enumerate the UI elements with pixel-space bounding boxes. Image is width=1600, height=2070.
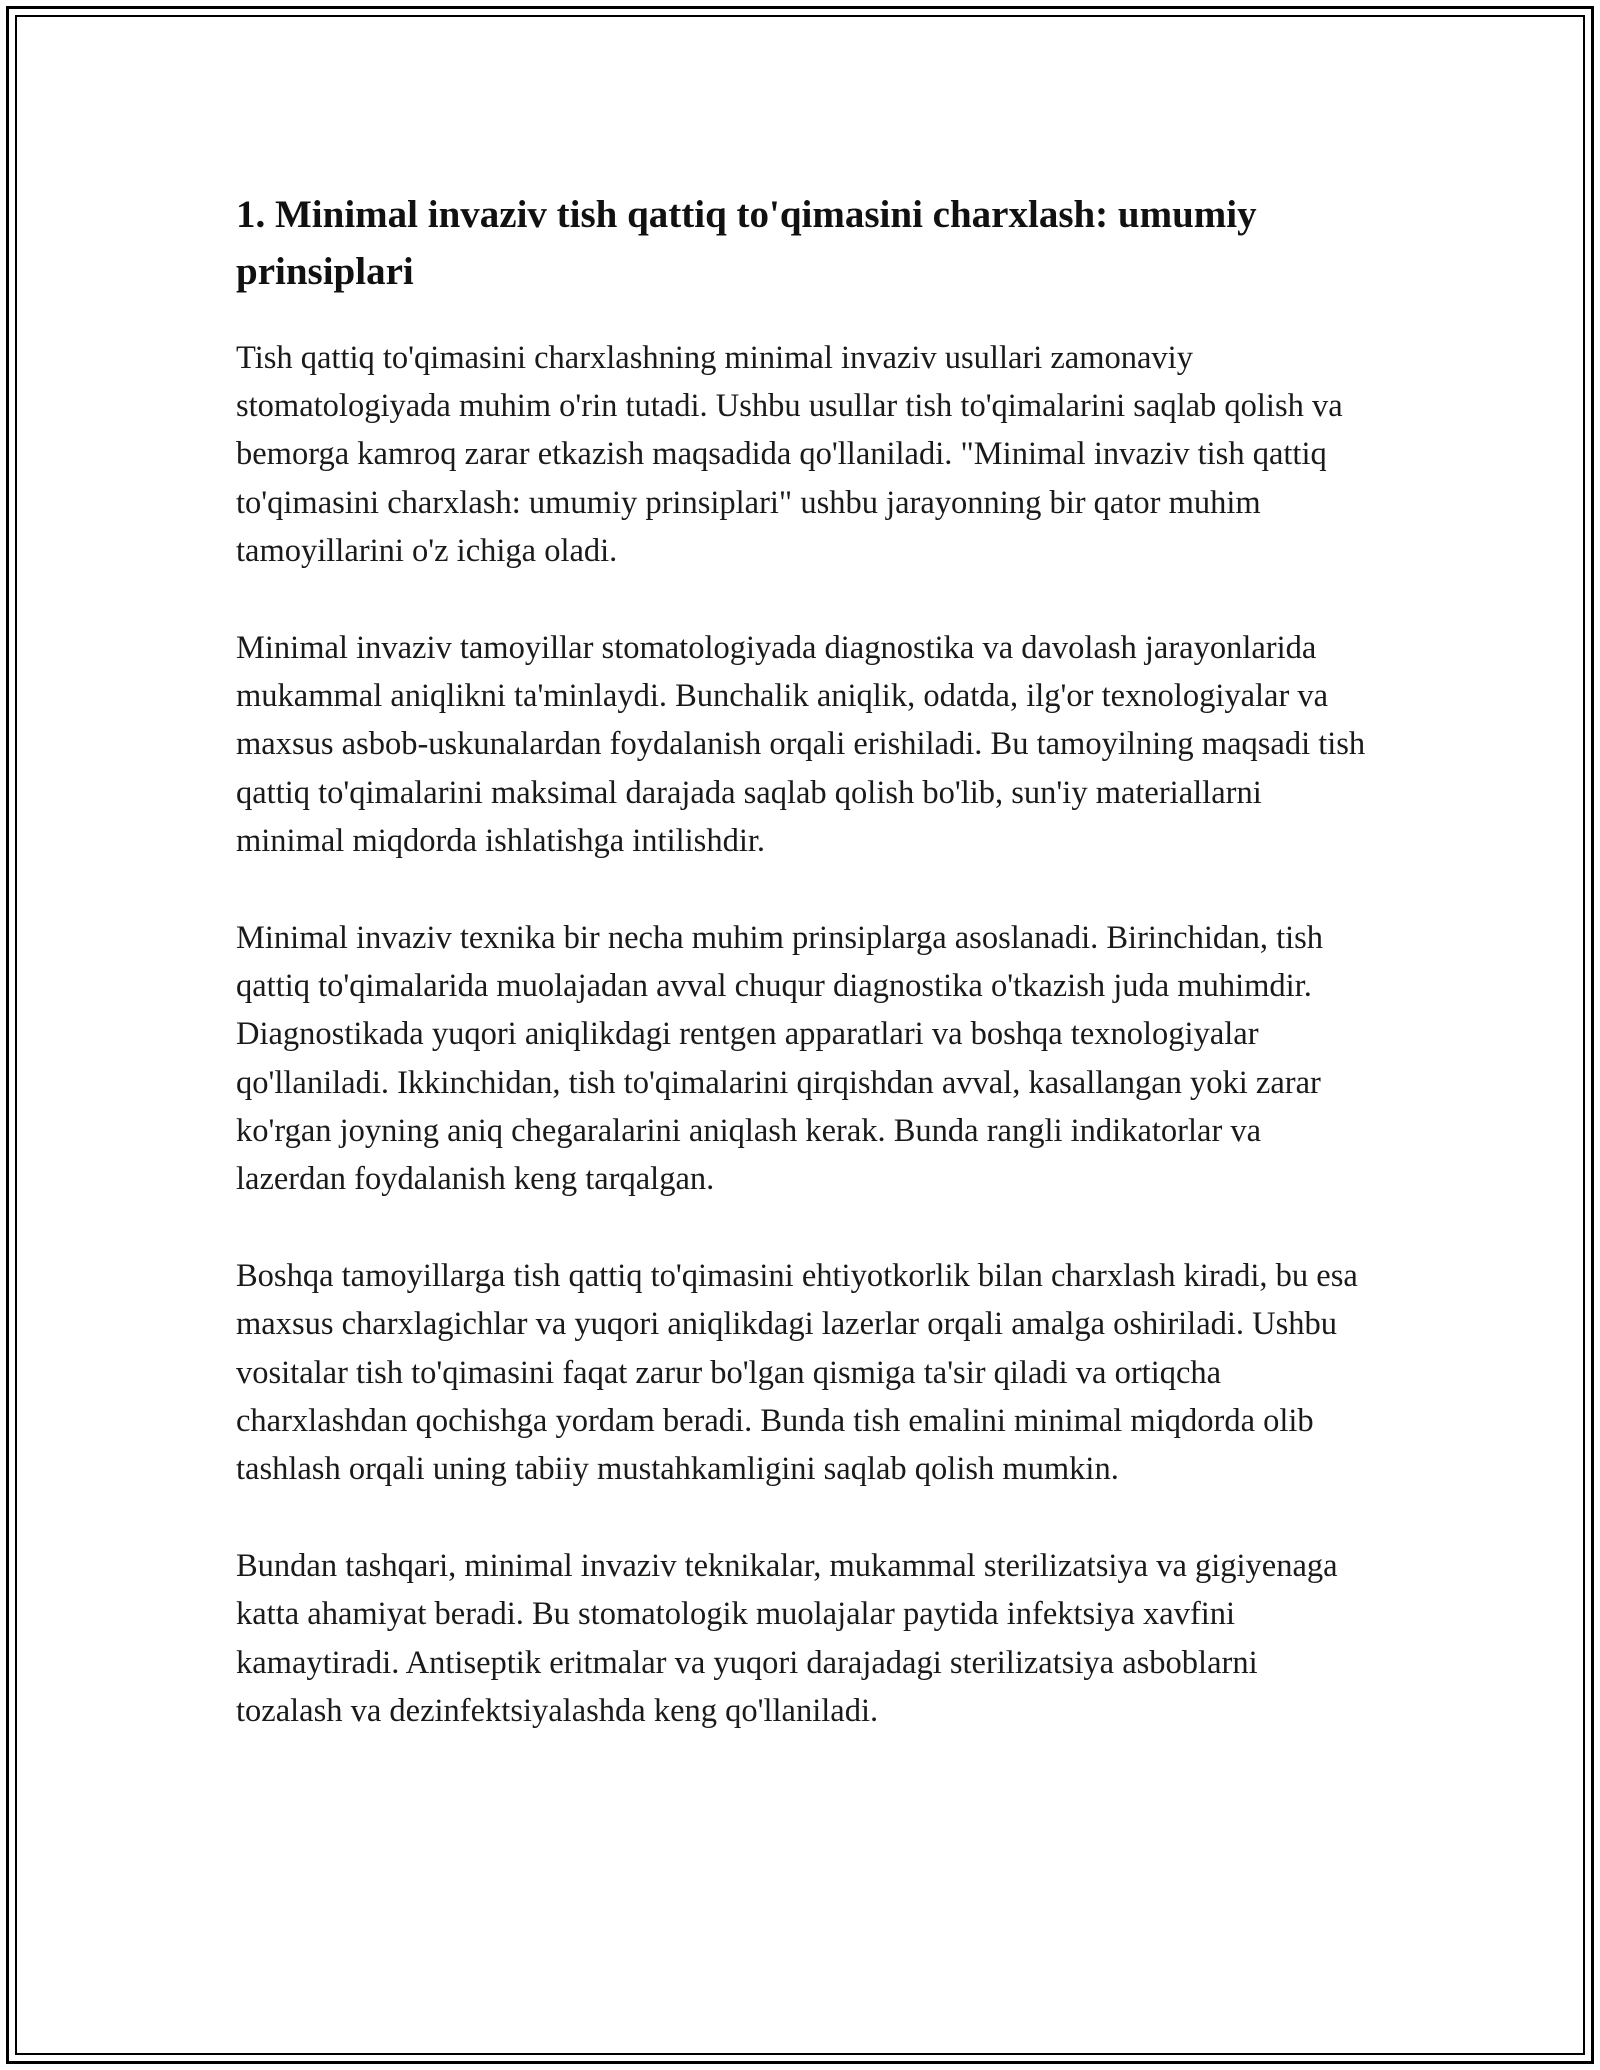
- paragraph-1: Tish qattiq to'qimasini charxlashning minimal invaziv usullari zamonaviy stomatologiyada muhim o'rin tutadi. Ushbu usullar tish to'qimalarini saqlab qolish va bemorga kamroq zarar etkazish maqsadida qo'llaniladi. "Minimal invaziv tish qattiq to'qimasini charxlash: umumiy prinsiplari" ushbu jarayonning bir qator muhim tamoyillarini o'z ichiga oladi.: [236, 340, 1343, 569]
- paragraph-2: Minimal invaziv tamoyillar stomatologiyada diagnostika va davolash jarayonlarida mukammal aniqlikni ta'minlaydi. Bunchalik aniqlik, odatda, ilg'or texnologiyalar va maxsus asbob-uskunalardan foydalanish orqali erishiladi. Bu tamoyilning maqsadi tish qattiq to'qimalarini maksimal darajada saqlab qolish bo'lib, sun'iy materiallarni minimal miqdorda ishlatishga intilishdir.: [236, 630, 1366, 859]
- paragraph-3: Minimal invaziv texnika bir necha muhim prinsiplarga asoslanadi. Birinchidan, tish qattiq to'qimalarida muolajadan avval chuqur diagnostika o'tkazish juda muhimdir. Diagnostikada yuqori aniqlikdagi rentgen apparatlari va boshqa texnologiyalar qo'llaniladi. Ikkinchidan, tish to'qimalarini qirqishdan avval, kasallangan yoki zarar ko'rgan joyning aniq chegaralarini aniqlash kerak. Bunda rangli indikatorlar va lazerdan foydalanish keng tarqalgan.: [236, 920, 1324, 1198]
- document-body: [236, 186, 1366, 1784]
- section-heading: 1. Minimal invaziv tish qattiq to'qimasini charxlash: umumiy prinsiplari: [236, 193, 1257, 293]
- paragraph-5: Bundan tashqari, minimal invaziv teknikalar, mukammal sterilizatsiya va gigiyenaga katta ahamiyat beradi. Bu stomatologik muolajalar paytida infektsiya xavfini kamaytiradi. Antiseptik eritmalar va yuqori darajadagi sterilizatsiya asboblarni tozalash va dezinfektsiyalashda keng qo'llaniladi.: [236, 1548, 1338, 1729]
- paragraph-4: Boshqa tamoyillarga tish qattiq to'qimasini ehtiyotkorlik bilan charxlash kiradi, bu esa maxsus charxlagichlar va yuqori aniqlikdagi lazerlar orqali amalga oshiriladi. Ushbu vositalar tish to'qimasini faqat zarur bo'lgan qismiga ta'sir qiladi va ortiqcha charxlashdan qochishga yordam beradi. Bunda tish emalini minimal miqdorda olib tashlash orqali uning tabiiy mustahkamligini saqlab qolish mumkin.: [236, 1258, 1358, 1488]
